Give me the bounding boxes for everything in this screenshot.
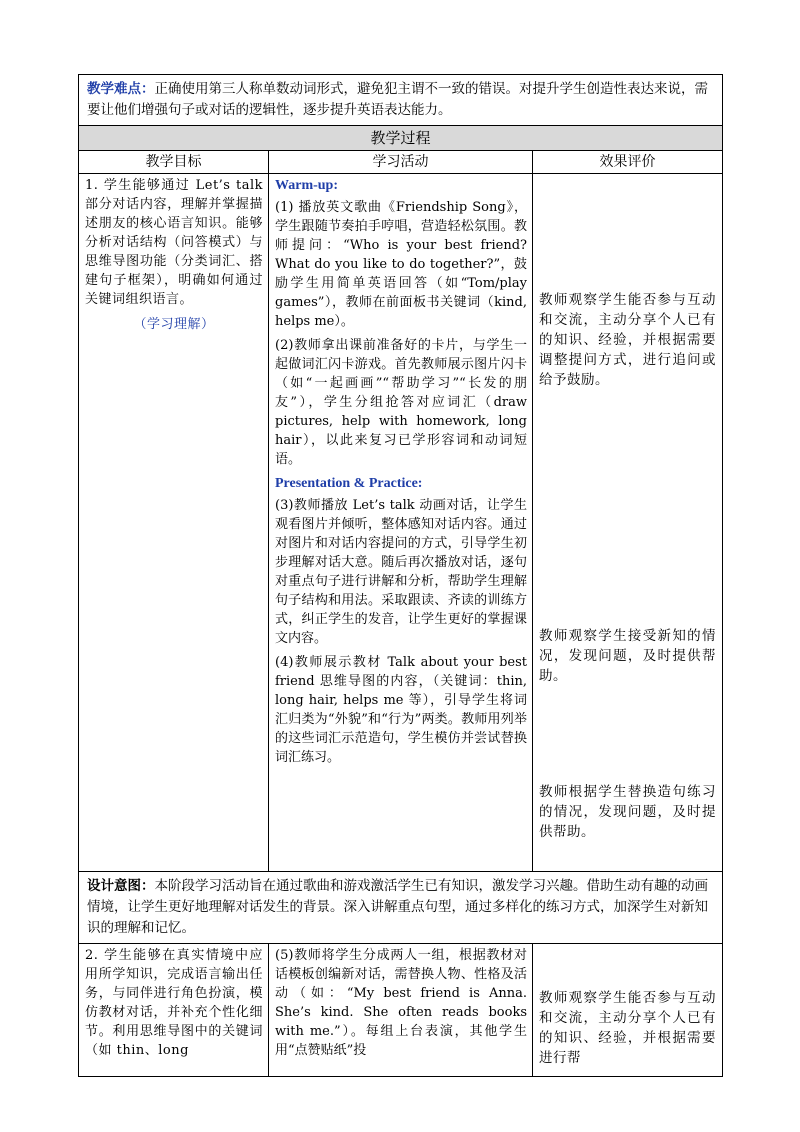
goal-cell-1 — [79, 174, 269, 872]
column-header-evaluation: 效果评价 — [533, 151, 723, 174]
section-header-row — [79, 126, 723, 151]
column-header-row — [79, 151, 723, 174]
activity-2: (2)教师拿出课前准备好的卡片，与学生一起做词汇闪卡游戏。首先教师展示图片闪卡（如“一起画画”“帮助学习”“长发的朋友”），学生分组抢答对应词汇（draw pictures, help with homework, long hair），以此来复习已学形容词和动词短语。 — [275, 338, 527, 467]
activity-cell-1 — [269, 174, 533, 872]
design-intent-row — [79, 872, 723, 944]
lesson-plan-table — [78, 74, 723, 1077]
intent-text: 本阶段学习活动旨在通过歌曲和游戏激活学生已有知识，激发学习兴趣。借助生动有趣的动画情境，让学生更好地理解对话发生的背景。深入讲解重点句型，通过多样化的练习方式，加深学生对新知识的理解和记忆。 — [87, 878, 708, 936]
teaching-difficulty — [79, 75, 723, 126]
activity-3: (3)教师播放 Let’s talk 动画对话，让学生观看图片并倾听，整体感知对话内容。通过对图片和对话内容提问的方式，引导学生初步理解对话大意。随后再次播放对话，逐句对重点句子进行讲解和分析，帮助学生理解句子结构和用法。采取跟读、齐读的训练方式，纠正学生的发音，让学生更好的掌握课文内容。 — [275, 498, 527, 646]
activity-5: (5)教师将学生分成两人一组，根据教材对话模板创编新对话，需替换人物、性格及活动（如：“My best friend is Anna. She’s kind. She often reads books with me.”）。每组上台表演，其他学生用“点赞贴纸”投 — [275, 948, 527, 1058]
goal-text-2: 2. 学生能够在真实情境中应用所学知识，完成语言输出任务，与同伴进行角色扮演，模仿教材对话，并补充个性化细节。利用思维导图中的关键词（如 thin、long — [85, 948, 263, 1058]
evaluation-1: 教师观察学生能否参与互动和交流，主动分享个人已有的知识、经验，并根据需要调整提问方式，进行追问或给予鼓励。 — [539, 292, 716, 388]
activity-4: (4)教师展示教材 Talk about your best friend 思维导图的内容，（关键词：thin, long hair, helps me 等），引导学生将词汇归类为“外貌”和“行为”两类。教师用列举的这些词汇示范造句，学生模仿并尝试替换词汇练习。 — [275, 655, 527, 765]
presentation-heading: Presentation & Practice: — [275, 476, 423, 491]
activity-cell-2 — [269, 944, 533, 1077]
process-row-1 — [79, 174, 723, 872]
evaluation-3: 教师根据学生替换造句练习的情况，发现问题，及时提供帮助。 — [539, 784, 716, 840]
process-row-2 — [79, 944, 723, 1077]
design-intent — [79, 872, 723, 944]
difficulty-text: 正确使用第三人称单数动词形式，避免犯主谓不一致的错误。对提升学生创造性表达来说，需要让他们增强句子或对话的逻辑性，逐步提升英语表达能力。 — [87, 81, 708, 118]
column-header-activity: 学习活动 — [269, 151, 533, 174]
difficulty-label: 教学难点： — [87, 81, 155, 97]
section-title: 教学过程 — [79, 126, 723, 151]
evaluation-4: 教师观察学生能否参与互动和交流，主动分享个人已有的知识、经验，并根据需要进行帮 — [539, 990, 716, 1066]
goal-text-1: 1. 学生能够通过 Let’s talk 部分对话内容，理解并掌握描述朋友的核心语言知识。能够分析对话结构（问答模式）与思维导图功能（分类词汇、搭建句子框架），明确如何通过关键词组织语言。 — [85, 178, 263, 307]
activity-1: (1) 播放英文歌曲《Friendship Song》，学生跟随节奏拍手哼唱，营造轻松氛围。教师提问：“Who is your best friend? What do you like to do together?”，鼓励学生用简单英语回答（如“Tom/play games”），教师在前面板书关键词（kind, helps me）。 — [275, 200, 527, 329]
column-header-goal: 教学目标 — [79, 151, 269, 174]
evaluation-cell-1 — [533, 174, 723, 872]
difficulty-row — [79, 75, 723, 126]
goal-cell-2 — [79, 944, 269, 1077]
intent-label: 设计意图： — [87, 878, 155, 894]
goal-tag-1: （学习理解） — [133, 317, 215, 332]
warmup-heading: Warm-up: — [275, 178, 338, 193]
evaluation-2: 教师观察学生接受新知的情况，发现问题，及时提供帮助。 — [539, 628, 716, 684]
evaluation-cell-2 — [533, 944, 723, 1077]
lesson-plan-page — [78, 74, 722, 1077]
